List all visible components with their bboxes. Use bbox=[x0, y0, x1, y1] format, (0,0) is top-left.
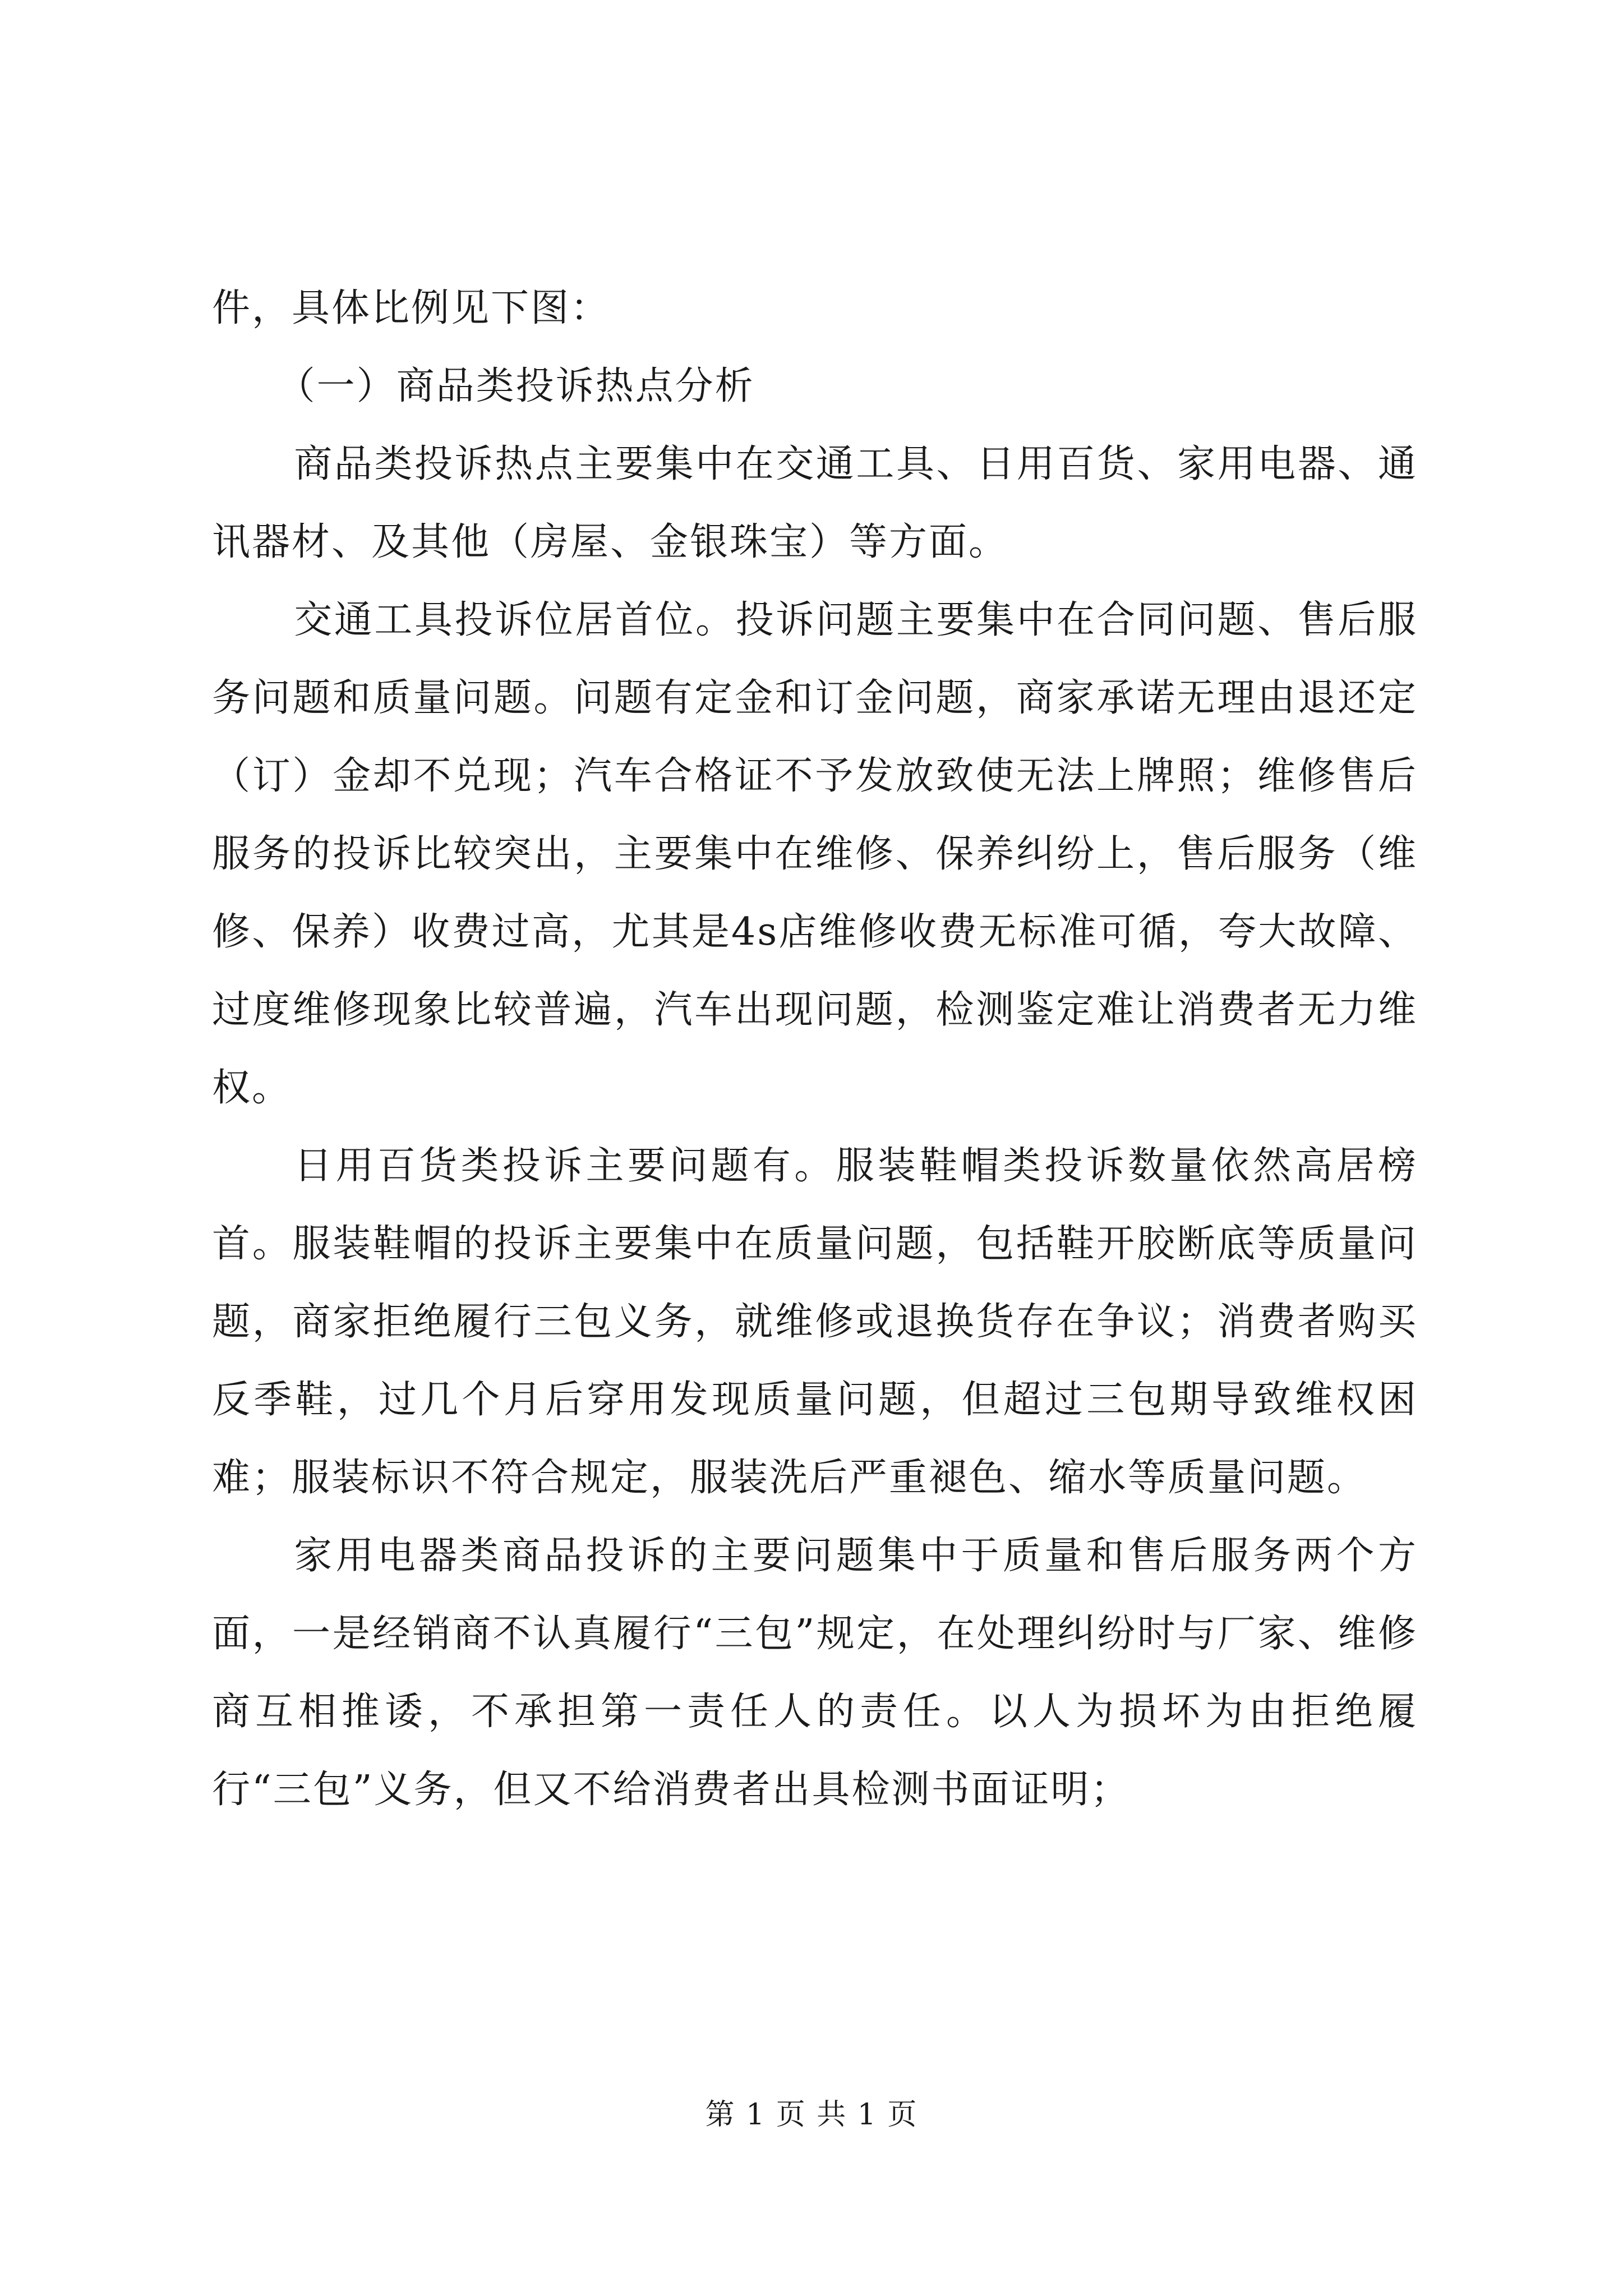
section-heading: （一）商品类投诉热点分析 bbox=[276, 364, 755, 408]
paragraph-vehicles: 交通工具投诉位居首位。投诉问题主要集中在合同问题、售后服务问题和质量问题。问题有定金和订金问题，商家承诺无理由退还定（订）金却不兑现；汽车合格证不予发放致使无法上牌照；维修售后服务的投诉比较突出，主要集中在维修、保养纠纷上，售后服务（维修、保养）收费过高，尤其是4s店维修收费无标准可循，夸大故障、过度维修现象比较普遍，汽车出现问题，检测鉴定难让消费者无力维权。 bbox=[212, 598, 1418, 1110]
paragraph-continuation: 件，具体比例见下图： bbox=[212, 286, 611, 330]
paragraph-daily-goods: 日用百货类投诉主要问题有。服装鞋帽类投诉数量依然高居榜首。服装鞋帽的投诉主要集中在质量问题，包括鞋开胶断底等质量问题，商家拒绝履行三包义务，就维修或退换货存在争议；消费者购买反季鞋，过几个月后穿用发现质量问题，但超过三包期导致维权困难；服装标识不符合规定，服装洗后严重褪色、缩水等质量问题。 bbox=[212, 1144, 1418, 1500]
paragraph-home-appliances: 家用电器类商品投诉的主要问题集中于质量和售后服务两个方面，一是经销商不认真履行“三包”规定，在处理纠纷时与厂家、维修商互相推诿，不承担第一责任人的责任。以人为损坏为由拒绝履行“三包”义务，但又不给消费者出具检测书面证明； bbox=[212, 1534, 1418, 1812]
document-body bbox=[212, 269, 1418, 1829]
paragraph-commodity-hotspots: 商品类投诉热点主要集中在交通工具、日用百货、家用电器、通讯器材、及其他（房屋、金银珠宝）等方面。 bbox=[212, 442, 1418, 564]
page-footer: 第 1 页 共 1 页 bbox=[705, 2098, 918, 2132]
